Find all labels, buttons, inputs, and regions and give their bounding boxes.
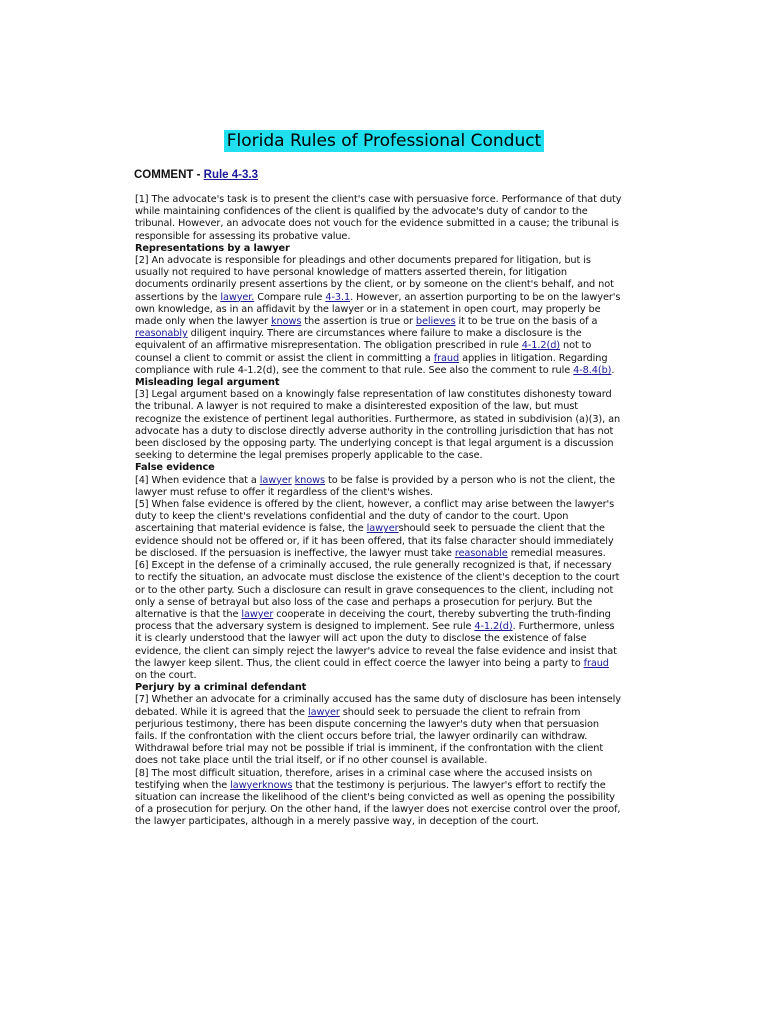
text: applies in litigation. Regarding compliance with rule 4-1.2(d), see the comment to that rule. See also the comment to rule <box>135 352 608 376</box>
paragraph-1: [1] The advocate's task is to present the client's case with persuasive force. Performance of that duty while maintaining confidences of the client is qualified by the advocate's duty of candor to the tribunal. However, an advocate does not vouch for the evidence submitted in a cause; the tribunal is responsible for assessing its probative value. <box>135 194 622 242</box>
title-wrap <box>0 130 768 152</box>
link-knows[interactable]: knows <box>294 474 325 486</box>
text: [7] Whether an advocate for a criminally accused has the same duty of disclosure has been intensely debated. While it is agreed that the <box>135 694 621 718</box>
text: the assertion is true or <box>301 316 416 328</box>
text: [8] The most difficult situation, therefore, arises in a criminal case where the accused insists on testifying when the <box>135 767 593 791</box>
heading-representations: Representations by a lawyer <box>135 242 290 254</box>
comment-label: COMMENT - <box>134 169 204 181</box>
heading-misleading: Misleading legal argument <box>135 377 280 389</box>
text: on the court. <box>135 669 197 681</box>
link-rule-4-8-4b[interactable]: 4-8.4(b) <box>573 364 612 376</box>
text: not to counsel a client to commit or assist the client in committing a <box>135 340 592 364</box>
text: . Furthermore, unless it is clearly understood that the lawyer will act upon the duty to disclose the existence of false evidence, the client can simply reject the lawyer's advice to reveal the false evidence and insist that the lawyer keep silent. Thus, the client could in effect coerce the lawyer into being a party to <box>135 621 617 669</box>
link-lawyer[interactable]: lawyer <box>259 474 292 486</box>
paragraph-6 <box>135 560 623 682</box>
text: Compare rule <box>254 291 326 303</box>
text: remedial measures. <box>507 547 606 559</box>
link-fraud[interactable]: fraud <box>583 657 609 669</box>
text: that the testimony is perjurious. The lawyer's effort to rectify the situation can increase the likelihood of the client's being convicted as well as opening the possibility of a prosecution for perjury. On the other hand, if the lawyer does not exercise control over the proof, the lawyer participates, although in a merely passive way, in deception of the court. <box>135 779 621 828</box>
page-title: Florida Rules of Professional Conduct <box>224 130 544 152</box>
link-lawyer[interactable]: lawyer <box>366 523 399 535</box>
text: it to be true on the basis of a <box>455 316 598 328</box>
paragraph-5 <box>135 499 623 560</box>
link-knows[interactable]: knows <box>270 316 302 328</box>
link-lawyer[interactable]: lawyer <box>307 706 340 718</box>
text: to be false is provided by a person who is not the client, the lawyer must refuse to offer it regardless of the client's wishes. <box>135 474 615 498</box>
text: diligent inquiry. There are circumstances where failure to make a disclosure is the equivalent of an affirmative misrepresentation. The obligation prescribed in rule <box>135 328 582 352</box>
comment-heading <box>134 169 258 181</box>
link-fraud[interactable]: fraud <box>433 352 460 364</box>
text: [5] When false evidence is offered by the client, however, a conflict may arise between the lawyer's duty to keep the client's revelations confidential and the duty of candor to the court. Upon ascertaining that material evidence is false, the <box>135 499 615 535</box>
paragraph-8 <box>135 768 623 829</box>
text: . <box>611 364 615 376</box>
text: [2] An advocate is responsible for pleadings and other documents prepared for litigation, but is usually not required to have personal knowledge of matters asserted therein, for litigation documents ordinarily present assertions by the client, or by someone on the client's behalf, and not assertions by the <box>135 255 614 303</box>
link-lawyer[interactable]: lawyer. <box>220 291 255 303</box>
document-body <box>135 194 623 829</box>
link-reasonable[interactable]: reasonable <box>454 547 508 559</box>
text: cooperate in deceiving the court, thereby subverting the truth-finding process that the adversary system is designed to implement. See rule <box>135 608 611 633</box>
text: [6] Except in the defense of a criminally accused, the rule generally recognized is that, if necessary to rectify the situation, an advocate must disclose the existence of the client's deception to the court or to the other party. Such a disclosure can result in grave consequences to the client, including not only a sense of betrayal but also loss of the case and perhaps a prosecution for perjury. But the alternative is that the <box>135 560 620 620</box>
heading-false-evidence: False evidence <box>135 462 215 474</box>
text: . However, an assertion purporting to be on the lawyer's own knowledge, as in an affidavit by the lawyer or in a statement in open court, may properly be made only when the lawyer <box>135 291 621 328</box>
text: should seek to persuade the client that the evidence should not be offered or, if it has been offered, that its false character should immediately be disclosed. If the persuasion is ineffective, the lawyer must take <box>135 523 614 559</box>
paragraph-7 <box>135 694 623 767</box>
paragraph-2 <box>135 255 623 377</box>
link-rule-4-1-2d[interactable]: 4-1.2(d) <box>474 621 513 633</box>
paragraph-3: [3] Legal argument based on a knowingly false representation of law constitutes dishonesty toward the tribunal. A lawyer is not required to make a disinterested exposition of the law, but must recognize the existence of pertinent legal authorities. Furthermore, as stated in subdivision (a)(3), an advocate has a duty to disclose directly adverse authority in the controlling jurisdiction that has not been disclosed by the opposing party. The underlying concept is that legal argument is a discussion seeking to determine the legal premises properly applicable to the case. <box>135 389 621 462</box>
link-rule-4-1-2d[interactable]: 4-1.2(d) <box>521 340 561 352</box>
link-lawyerknows[interactable]: lawyerknows <box>230 779 293 791</box>
text: [4] When evidence that a <box>135 474 260 486</box>
link-believes[interactable]: believes <box>415 316 456 328</box>
link-lawyer[interactable]: lawyer <box>241 608 274 620</box>
link-rule-4-3-1[interactable]: 4-3.1 <box>325 291 351 303</box>
heading-perjury: Perjury by a criminal defendant <box>135 682 307 694</box>
rule-link[interactable]: Rule 4-3.3 <box>203 169 258 181</box>
link-reasonably[interactable]: reasonably <box>135 328 188 340</box>
paragraph-4 <box>135 475 623 499</box>
text: should seek to persuade the client to refrain from perjurious testimony, there has been dispute concerning the lawyer's duty when that persuasion fails. If the confrontation with the client occurs before trial, the lawyer ordinarily can withdraw. Withdrawal before trial may not be possible if trial is imminent, if the confrontation with the client does not take place until the trial itself, or if no other counsel is available. <box>135 706 604 767</box>
